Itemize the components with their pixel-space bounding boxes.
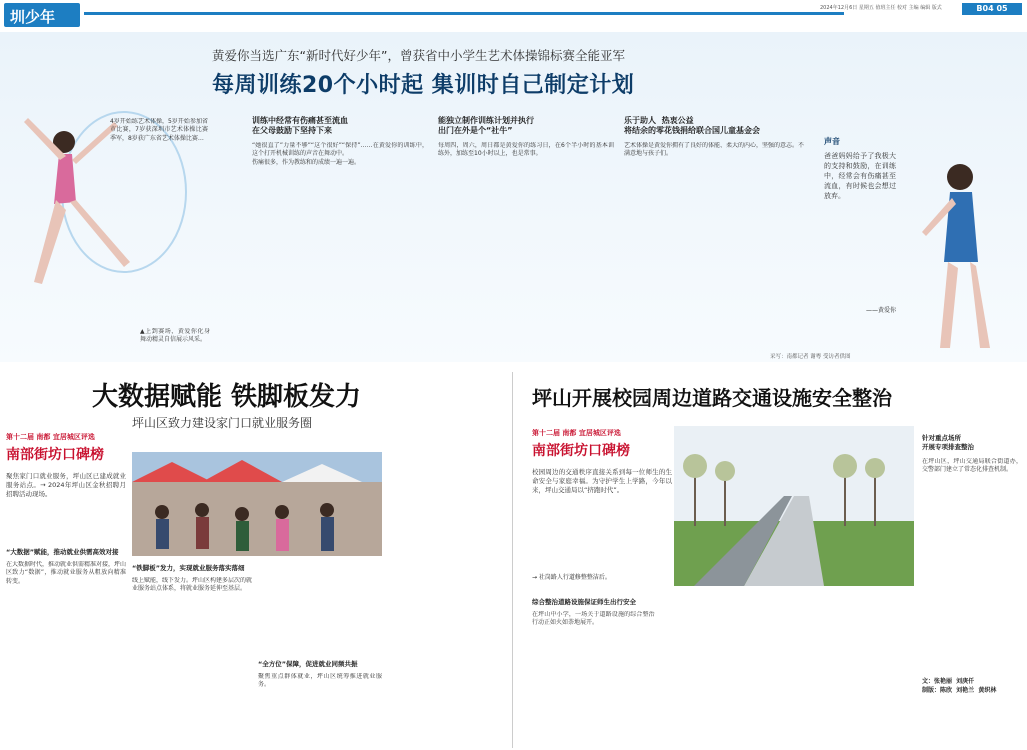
left-body3: 聚焦重点群体就业，坪山区统筹推进就业服务。 [258,673,382,689]
left-body2: 线上赋能，线下发力。坪山区构建多层次的就业服务站点体系，将就业服务延伸至基层。 [132,577,252,593]
left-col1 [6,548,126,744]
right-headline: 坪山开展校园周边道路交通设施安全整治 [532,386,892,410]
left-brand [6,432,126,466]
col3-text: 艺术体操是黄爱你拥有了良好的体能、柔大的内心，坚强的意志。不满意地与孩子们。 [624,142,804,158]
quote-text: 爸爸妈妈给予了我极大的支持和鼓励，在训练中，经常会有伤痛甚至流血，有时候也会想过放弃。 [824,152,896,200]
left-col2 [132,564,252,744]
page-number-badge [962,3,1022,15]
left-street-title: 南部街坊口碑榜 [6,447,104,463]
col1-text: “她很直了”力量不够”“这个很好”“保持”……在黄爱你的训练中，这个打开机械训练的声音在舞动中。 伤痛很多，作为教练和的成绩一遍一遍。 [252,142,428,166]
quote-title: 声音 [824,137,840,146]
col1-title: 训练中经常有伤痛甚至流血 在父母鼓励下坚持下来 [252,116,348,135]
top-col3 [624,116,804,336]
col3-title: 乐于助人 热衷公益 将结余的零花钱捐给联合国儿童基金会 [624,116,760,135]
left-series: 第十二届 南都 宜居城区评选 [6,433,95,441]
page-number: B04 05 [976,4,1008,13]
left-deck: 坪山区致力建设家门口就业服务圈 [132,416,313,430]
right-street-title: 南部街坊口碑榜 [532,443,630,459]
quote-sign: ——黄爱你 [865,307,896,314]
left-col4 [386,452,506,744]
col2-text: 每周四，周六，周日都是黄爱你的练习日，在6个半小时的基本训练外，加练至10小时以上，也是常事。 [438,142,614,158]
top-col2 [438,116,614,336]
left-headline: 大数据赋能 铁脚板发力 [92,382,362,412]
left-story [4,372,508,748]
top-caption-left: ▲上到赛场，黄爱你化身舞动精灵自信展示风采。 [140,328,210,344]
left-sub3: “全方位”保障，促进就业同频共振 [258,660,358,668]
masthead-meta: 2024年12月6日 星期五 值班主任 校对 主编 编辑 版式 [820,5,942,11]
top-credit: 采写：南都记者 谢粤 受访者供图 [770,354,851,360]
right-sub1: 综合整治道路设施保证师生出行安全 [532,598,636,606]
masthead-bar [0,0,1027,30]
top-feature [0,32,1027,362]
left-photo [132,452,382,556]
right-caption: → 社岗路人行道修整整洁后。 [532,574,611,581]
left-intro: 聚焦家门口就业服务，坪山区已建成就业服务站点。→ 2024年坪山区金秋招聘月招聘活动现场。 [6,472,126,498]
masthead-rule [84,12,844,15]
right-photo [674,426,914,586]
top-headline: 每周训练20个小时起 集训时自己制定计划 [212,73,635,98]
left-body1: 在大数据时代，推动就业供需精准对接，坪山区致力“数据”，推动就业服务从粗放向精准转变。 [6,561,126,585]
top-lead: 4岁开始练艺术体操，5岁开始参加省市比赛，7岁获深圳市艺术体操比赛季军，8岁获广东省艺术体操比赛… [110,118,208,142]
section-title: 圳少年 [10,8,56,26]
left-sub1: “大数据”赋能，推动就业供需高效对接 [6,548,119,556]
right-side-body: 在坪山区，坪山交通局联合街道办，交警部门建立了常态化排查机制。 [922,458,1022,474]
left-sub2: “铁脚板”发力，实现就业服务落实落细 [132,564,245,572]
top-col1 [252,116,428,336]
right-brand [532,428,672,462]
right-side-title: 针对重点场所 开展专项排查整治 [922,434,974,451]
top-kicker: 黄爱你当选广东“新时代好少年”，曾获省中小学生艺术体操锦标赛全能亚军 [212,48,625,63]
right-credit: 文：张艳丽 刘庚仟 制版：陈欣 刘艳兰 黄织林 [922,678,997,694]
left-col3 [258,564,382,744]
right-bottom [532,598,916,744]
right-series: 第十二届 南都 宜居城区评选 [532,429,621,437]
right-body1: 在坪山中小学，一场关于道路设施的综合整治行动正如火如荼地展开。 [532,611,655,627]
quote-box [824,136,896,336]
right-intro: 校园周边的交通秩序直接关系到每一位师生的生命安全与家庭幸福。为守护学生上学路，今年以来，坪山交通局以“挤跑时代”。 [532,468,672,494]
middle-divider [512,372,513,748]
col2-title: 能独立制作训练计划并执行 出门在外是个“社牛” [438,116,534,135]
section-tag [4,3,80,27]
right-story [518,372,1024,748]
right-side-col [922,434,1022,744]
gymnast-photo-right [900,122,1024,352]
